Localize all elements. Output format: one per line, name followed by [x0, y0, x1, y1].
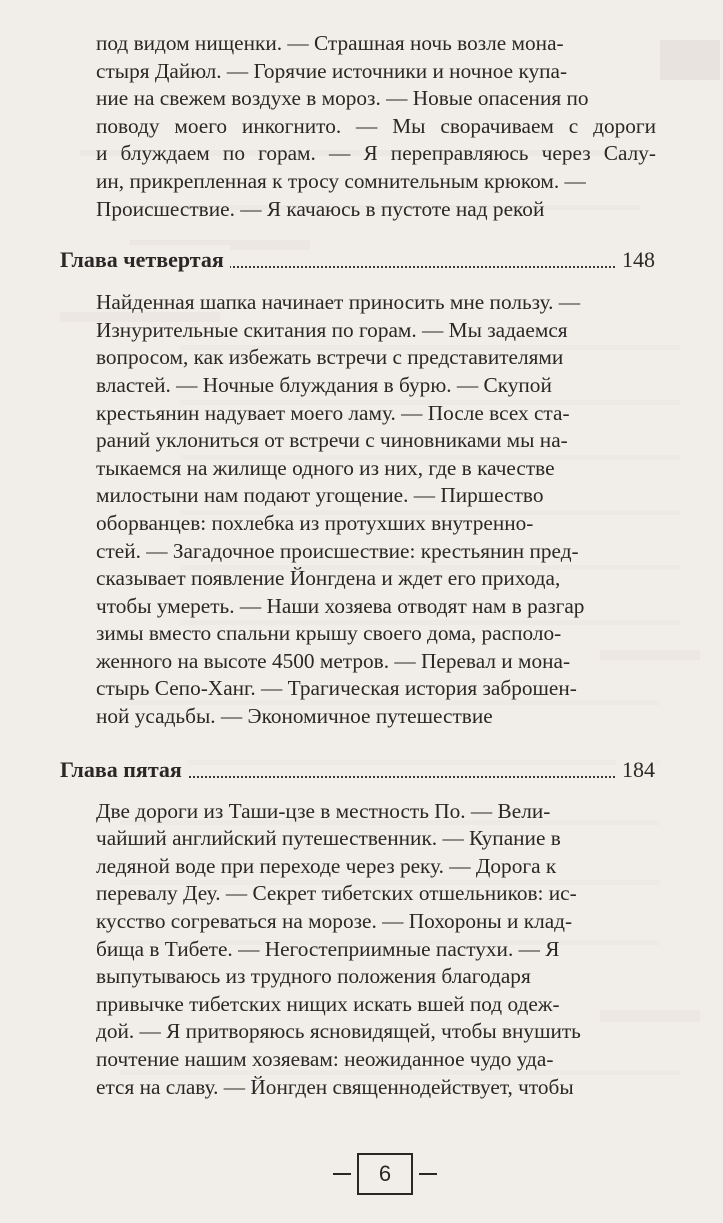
chapter4-heading[interactable] [60, 245, 655, 275]
page-number: 6 [357, 1153, 413, 1195]
text-line: ется на славу. — Йонгден священнодействует, чтобы [96, 1074, 574, 1099]
text-line: стыря Дайюл. — Горячие источники и ночное купа- [96, 58, 568, 83]
text-line: сказывает появление Йонгдена и ждет его прихода, [96, 566, 561, 591]
text-line: дой. — Я притворяюсь ясновидящей, чтобы внушить [96, 1019, 581, 1044]
text-line: Две дороги из Таши-цзе в местность По. — Вели- [96, 798, 551, 823]
text-line: под видом нищенки. — Страшная ночь возле мона- [96, 31, 564, 55]
text-line: стей. — Загадочное происшествие: крестьянин пред- [96, 538, 579, 563]
text-line: выпутываюсь из трудного положения благодаря [96, 964, 531, 989]
text-line: бища в Тибете. — Негостеприимные пастухи. — Я [96, 936, 560, 961]
chapter-title: Глава пятая [60, 755, 188, 785]
text-line: милостыни нам подают угощение. — Пиршество [96, 483, 544, 508]
chapter-title: Глава четвертая [60, 245, 230, 275]
text-line: перевалу Деу. — Секрет тибетских отшельников: ис- [96, 881, 577, 906]
text-line: почтение нашим хозяевам: неожиданное чудо уда- [96, 1047, 554, 1071]
text-line: вопросом, как избежать встречи с представителями [96, 345, 564, 370]
text-line: зимы вместо спальни крышу своего дома, располо- [96, 621, 562, 646]
text-line: крестьянин надувает моего ламу. — После всех ста- [96, 400, 570, 425]
text-line: Изнурительные скитания по горам. — Мы задаемся [96, 317, 568, 342]
text-line: женного на высоте 4500 метров. — Перевал и мона- [96, 648, 571, 673]
text-line: ин, прикрепленная к тросу сомнительным крюком. — [96, 168, 586, 193]
text-line: кусство согреваться на морозе. — Похороны и клад- [96, 909, 573, 934]
folio-dash-right [419, 1173, 437, 1175]
text-line: и блуждаем по горам. — Я переправляюсь через Салу- [96, 141, 656, 166]
folio-dash-left [333, 1173, 351, 1175]
text-line: тыкаемся на жилище одного из них, где в качестве [96, 455, 555, 480]
text-line: ледяной воде при переходе через реку. — Дорога к [96, 853, 557, 878]
chapter-page-number: 148 [616, 245, 655, 275]
text-line: Происшествие. — Я качаюсь в пустоте над рекой [96, 196, 545, 221]
text-line: ной усадьбы. — Экономичное путешествие [96, 704, 493, 729]
text-line: стырь Сепо-Ханг. — Трагическая история заброшен- [96, 676, 577, 701]
page-number-footer [333, 1152, 437, 1196]
text-line: поводу моего инкогнито. — Мы сворачиваем с дороги [96, 113, 657, 138]
chapter4-summary [96, 289, 656, 731]
text-line: чтобы умереть. — Наши хозяева отводят нам в разгар [96, 593, 585, 618]
chapter-page-number: 184 [616, 755, 655, 785]
text-line: привычке тибетских нищих искать вшей под одеж- [96, 991, 560, 1016]
text-line: оборванцев: похлебка из протухших внутренно- [96, 510, 534, 535]
chapter5-heading[interactable] [60, 755, 655, 785]
toc-page [60, 30, 657, 1101]
chapter3-summary [96, 30, 656, 223]
text-line: раний уклониться от встречи с чиновниками мы на- [96, 428, 568, 453]
chapter5-summary [96, 798, 656, 1102]
text-line: властей. — Ночные блуждания в бурю. — Скупой [96, 372, 552, 397]
text-line: Найденная шапка начинает приносить мне пользу. — [96, 290, 581, 315]
text-line: чайший английский путешественник. — Купание в [96, 826, 561, 851]
text-line: ние на свежем воздухе в мороз. — Новые опасения по [96, 86, 589, 111]
